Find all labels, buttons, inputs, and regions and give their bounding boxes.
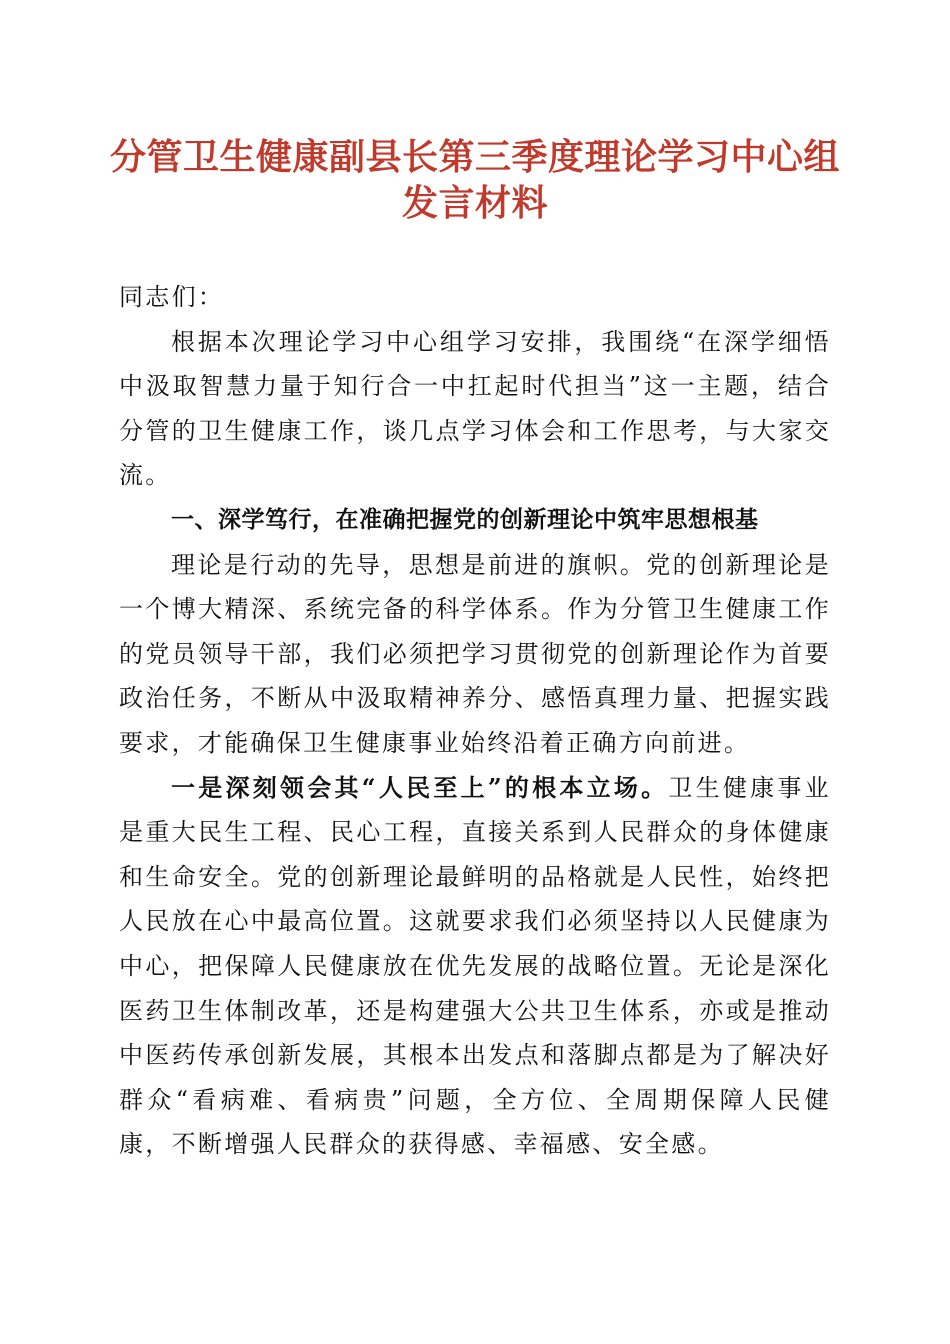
title-line-1: 分管卫生健康副县长第三季度理论学习中心组 [109, 136, 840, 178]
salutation: 同志们： [119, 283, 225, 311]
title-line-2: 发言材料 [401, 182, 548, 224]
document-body [119, 275, 831, 1167]
section-1-paragraph-1: 理论是行动的先导，思想是前进的旗帜。党的创新理论是一个博大精深、系统完备的科学体系。作为分管卫生健康工作的党员领导干部，我们必须把学习贯彻党的创新理论作为首要政治任务，不断从中汲取精神养分、感悟真理力量、把握实践要求，才能确保卫生健康事业始终沿着正确方向前进。 [119, 550, 831, 757]
point-1-lead: 一是深刻领会其“人民至上”的根本立场。 [171, 772, 669, 802]
point-1-body: 卫生健康事业是重大民生工程、民心工程，直接关系到人民群众的身体健康和生命安全。党的创新理论最鲜明的品格就是人民性，始终把人民放在心中最高位置。这就要求我们必须坚持以人民健康为中心，把保障人民健康放在优先发展的战略位置。无论是深化医药卫生体制改革，还是构建强大公共卫生体系，亦或是推动中医药传承创新发展，其根本出发点和落脚点都是为了解决好群众“看病难、看病贵”问题，全方位、全周期保障人民健康，不断增强人民群众的获得感、幸福感、安全感。 [119, 773, 831, 1159]
intro-paragraph: 根据本次理论学习中心组学习安排，我围绕“在深学细悟中汲取智慧力量于知行合一中扛起时代担当”这一主题，结合分管的卫生健康工作，谈几点学习体会和工作思考，与大家交流。 [119, 327, 831, 490]
section-1-point-1 [119, 766, 831, 1167]
document-title [100, 134, 850, 226]
section-1-heading: 一、深学笃行，在准确把握党的创新理论中筑牢思想根基 [171, 506, 759, 533]
